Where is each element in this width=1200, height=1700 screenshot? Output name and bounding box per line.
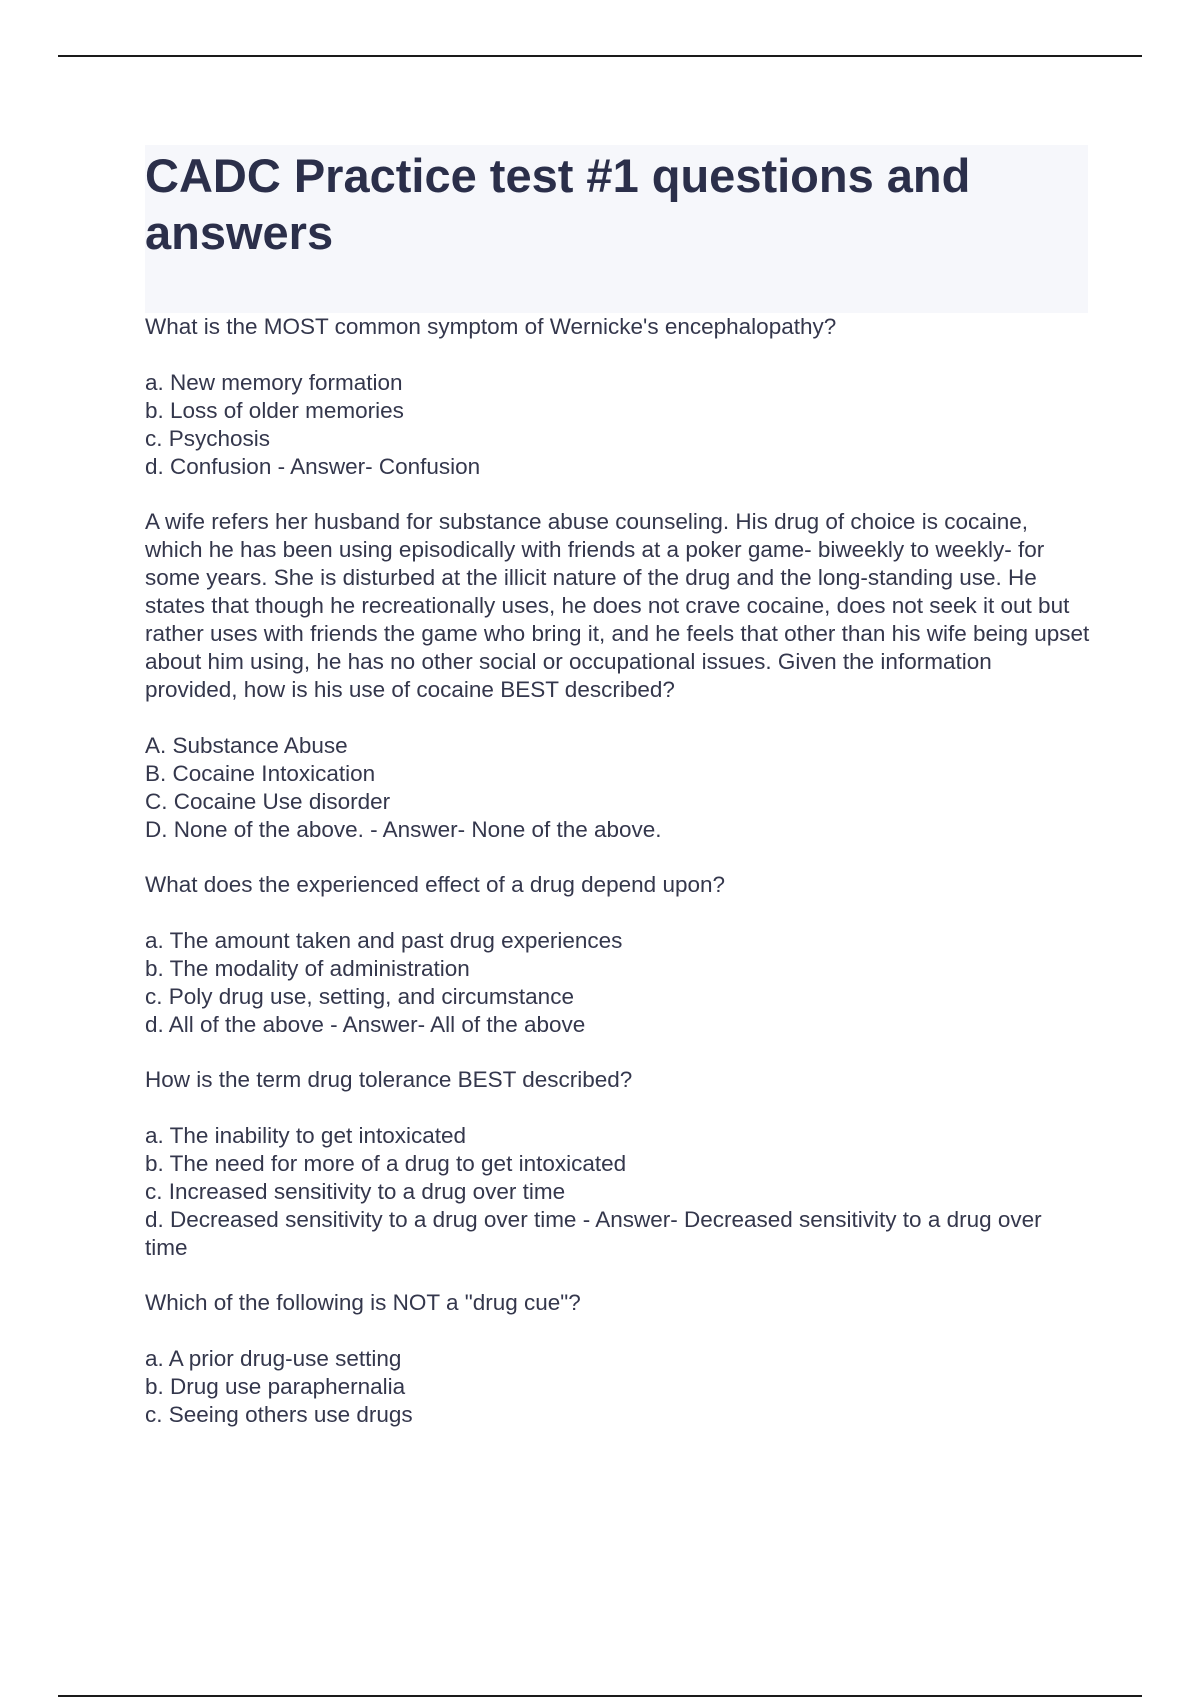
option-item: b. Loss of older memories bbox=[145, 398, 404, 423]
option-item: c. Poly drug use, setting, and circumstance bbox=[145, 984, 574, 1009]
option-item: d. All of the above - Answer- All of the above bbox=[145, 1012, 586, 1037]
title-block bbox=[145, 145, 1088, 313]
option-item: a. New memory formation bbox=[145, 370, 403, 395]
qa-list bbox=[145, 313, 1090, 1429]
question-text: Which of the following is NOT a "drug cue"? bbox=[145, 1290, 581, 1315]
options-list bbox=[145, 369, 1090, 481]
option-item: A. Substance Abuse bbox=[145, 733, 348, 758]
option-item: c. Increased sensitivity to a drug over time bbox=[145, 1179, 566, 1204]
question-text: How is the term drug tolerance BEST described? bbox=[145, 1067, 633, 1092]
option-item: b. Drug use paraphernalia bbox=[145, 1374, 406, 1399]
bottom-rule bbox=[58, 1695, 1142, 1697]
qa-item-4 bbox=[145, 1066, 1090, 1262]
option-item: a. The amount taken and past drug experiences bbox=[145, 928, 623, 953]
qa-item-1 bbox=[145, 313, 1090, 481]
option-item: D. None of the above. - Answer- None of the above. bbox=[145, 817, 662, 842]
option-item: c. Seeing others use drugs bbox=[145, 1402, 413, 1427]
qa-item-2 bbox=[145, 508, 1090, 844]
qa-item-3 bbox=[145, 871, 1090, 1039]
qa-item-5 bbox=[145, 1289, 1090, 1429]
option-item: d. Decreased sensitivity to a drug over time - Answer- Decreased sensitivity to a drug over time bbox=[145, 1207, 1042, 1260]
option-item: b. The need for more of a drug to get intoxicated bbox=[145, 1151, 627, 1176]
option-item: B. Cocaine Intoxication bbox=[145, 761, 376, 786]
question-text: What is the MOST common symptom of Wernicke's encephalopathy? bbox=[145, 314, 837, 339]
top-rule bbox=[58, 55, 1142, 57]
document-body bbox=[145, 145, 1090, 1429]
option-item: d. Confusion - Answer- Confusion bbox=[145, 454, 481, 479]
question-text: A wife refers her husband for substance abuse counseling. His drug of choice is cocaine, which he has been using episodically with friends at a poker game- biweekly to weekly- for some years. She is disturbed at the illicit nature of the drug and the long-standing use. He states that though he recreationally uses, he does not crave cocaine, does not seek it out but rather uses with friends the game who bring it, and he feels that other than his wife being upset about him using, he has no other social or occupational issues. Given the information provided, how is his use of cocaine BEST described? bbox=[145, 509, 1090, 702]
option-item: a. A prior drug-use setting bbox=[145, 1346, 402, 1371]
option-item: a. The inability to get intoxicated bbox=[145, 1123, 467, 1148]
options-list bbox=[145, 732, 1090, 844]
options-list bbox=[145, 1122, 1090, 1262]
document-title: CADC Practice test #1 questions and answers bbox=[145, 149, 971, 259]
options-list bbox=[145, 927, 1090, 1039]
question-text: What does the experienced effect of a drug depend upon? bbox=[145, 872, 726, 897]
options-list bbox=[145, 1345, 1090, 1429]
option-item: b. The modality of administration bbox=[145, 956, 470, 981]
option-item: c. Psychosis bbox=[145, 426, 271, 451]
option-item: C. Cocaine Use disorder bbox=[145, 789, 391, 814]
